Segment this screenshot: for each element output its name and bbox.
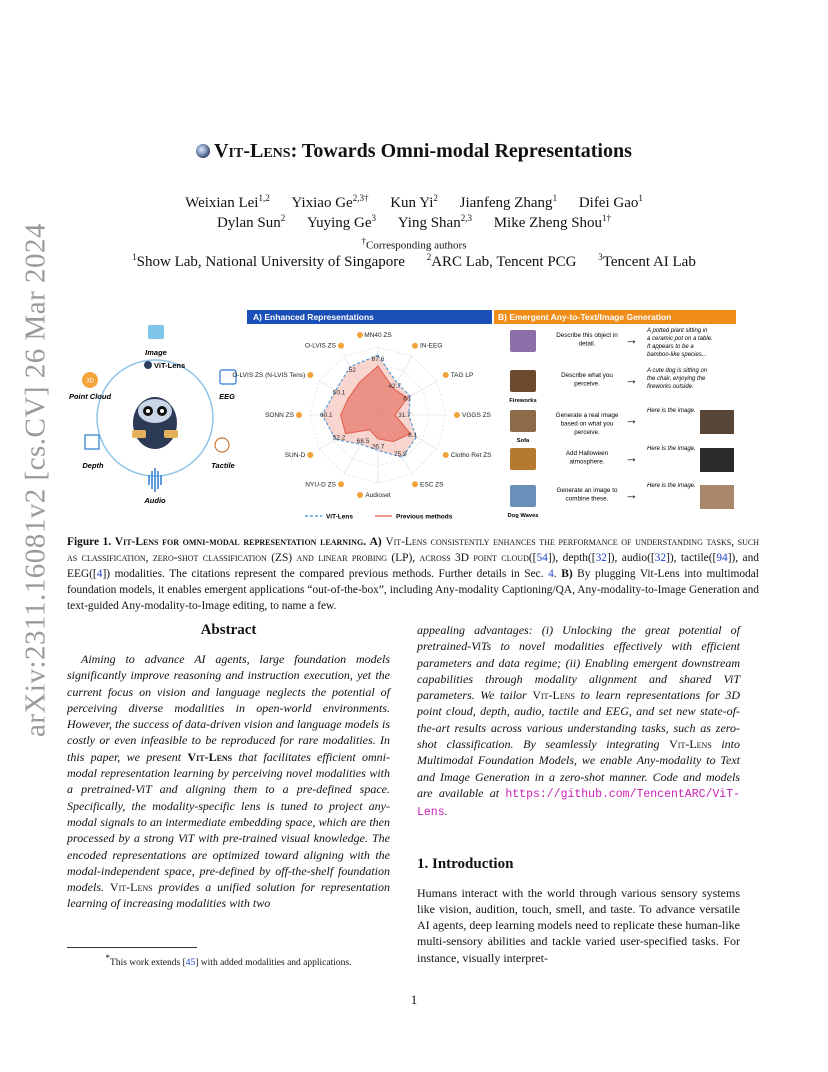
prompt-text: Describe what you xyxy=(561,372,613,379)
arrow-icon: → xyxy=(625,487,638,502)
depth-icon xyxy=(85,435,99,449)
radar-axis-label: IN-EEG xyxy=(420,342,443,350)
input-thumbnail xyxy=(510,330,536,352)
radar-axis-label: ESC ZS xyxy=(420,481,444,489)
dataset-icon xyxy=(412,481,418,487)
audio-icon xyxy=(149,468,161,492)
output-text: a ceramic pot on a table. xyxy=(647,336,713,342)
paper-title xyxy=(0,140,828,163)
prompt-text: Describe this object in xyxy=(556,332,618,339)
right-column xyxy=(417,622,740,966)
author: Ying Shan$^{2,3}$ xyxy=(397,213,472,231)
modality-wheel xyxy=(69,325,236,505)
radar-value-label: 87.6 xyxy=(371,356,385,364)
svg-text:ViT-Lens: ViT-Lens xyxy=(154,361,186,370)
prompt-text: Add Halloween xyxy=(565,450,609,457)
dataset-icon xyxy=(338,481,344,487)
svg-text:Audio: Audio xyxy=(144,496,166,505)
prompt-text: combine these. xyxy=(565,495,609,503)
input-thumbnail xyxy=(510,370,536,392)
arrow-icon: → xyxy=(625,332,638,347)
radar-value-label: 31.7 xyxy=(398,412,411,419)
author: Kun Yi$^2$ xyxy=(390,193,438,211)
radar-axis-label: SONN ZS xyxy=(265,412,294,419)
author: Yixiao $Ge^{2,3\dagger}$ xyxy=(291,193,369,211)
generated-image xyxy=(700,485,734,509)
input-label: Sofa xyxy=(516,438,530,444)
svg-text:B) Emergent Any-to-Text/Image: B) Emergent Any-to-Text/Image Generation xyxy=(498,312,672,322)
generation-examples xyxy=(507,328,734,519)
output-text: It appears to be a xyxy=(647,344,694,350)
radar-value-label: 52 xyxy=(348,367,356,375)
abstract-text: Aiming to advance AI agents, large foundation models significantly improve reasoning and instruction execution, yet the current focus on vision and language neglects the potential of perceiving diverse modalities in open-world environments. However, the success of data-driven vision and language models is costly or even infeasible to be reproduced for rare modalities. In this paper, we present Vit-Lens that facilitates efficient omni-modal representation learning by perceiving novel modalities with a pretrained-ViT and aligning them to a pre-defined space. Specifically, the modality-specific lens is tuned to project any-modal signals to an intermediate embedding space, which are then processed by a strong ViT with pre-trained visual knowledge. The encoded representations are optimized toward aligning with the modal-independent space, pre-defined by off-the-shelf foundation models. Vit-Lens provides a unified solution for representation learning of increasing modalities with two xyxy=(67,652,391,911)
radar-value-label: 68.5 xyxy=(356,437,370,445)
input-label: Dog Waves xyxy=(507,513,539,519)
tactile-icon xyxy=(215,438,229,452)
page-number: 1 xyxy=(410,992,418,1007)
radar-axis-label: NYU-D ZS xyxy=(305,481,336,489)
radar-value-label: 8.1 xyxy=(408,432,418,440)
svg-text:Previous methods: Previous methods xyxy=(396,513,453,520)
corresponding-note: †Corresponding authors xyxy=(361,236,467,252)
input-thumbnail xyxy=(510,485,536,507)
radar-axis-label: VGGS ZS xyxy=(462,412,491,419)
intro-text: Humans interact with the world through various sensory systems like vision, audition, touch, smell, and taste. To advance versatile AI agents, deep learning models need to replicate these human-like multi-sensory abilities and tackle varied user-specified tasks. For instance, visually interpret- xyxy=(417,885,740,965)
radar-value-label: 52.2 xyxy=(332,434,346,442)
radar-axis-label: MN40 ZS xyxy=(364,332,392,339)
dataset-icon xyxy=(454,412,460,418)
dataset-icon xyxy=(357,492,363,498)
svg-text:Depth: Depth xyxy=(82,461,104,470)
radar-axis-label: Audioset xyxy=(365,492,391,499)
radar-axis-label: TAG LP xyxy=(450,372,474,379)
author: Dylan Sun$^2$ xyxy=(216,213,286,231)
prompt-text: perceive. xyxy=(574,380,600,388)
intro-heading: 1. Introduction xyxy=(417,855,514,872)
dataset-icon xyxy=(443,452,449,458)
dataset-icon xyxy=(296,412,302,418)
output-text: Here is the image. xyxy=(647,446,696,452)
figure-caption: Figure 1. Vit-Lens for omni-modal representation learning. A) Vit-Lens consistently enhances the performance of understanding tasks, such as classification, zero-shot classification (ZS) and linear probing (LP), across 3D point cloud([54]), depth([32]), audio([32]), tactile([94]), and EEG([4]) modalities. The citations represent the compared previous methods. Further details in Sec. 4. B) By plugging Vit-Lens into multimodal foundation models, it enables emergent applications “out-of-the-box”, including Any-modality Captioning/QA, Any-modality-to-Image Generation and text-guided Any-modality-to-Image editing, to name a few. xyxy=(67,536,760,612)
arrow-icon: → xyxy=(625,372,638,387)
prompt-text: based on what you xyxy=(560,420,614,428)
radar-value-label: 63 xyxy=(403,395,411,403)
radar-value-label: 50.1 xyxy=(332,389,346,397)
dataset-icon xyxy=(443,372,449,378)
author: Difei Gao$^1$ xyxy=(578,193,643,211)
output-text: Here is the image. xyxy=(647,483,696,489)
input-label: Fireworks xyxy=(509,398,537,404)
svg-text:Point Cloud: Point Cloud xyxy=(68,392,112,401)
affiliations: $^1$Show Lab, National University of Singapore $^2$ARC Lab, Tencent PCG $^3$Tencent AI Lab xyxy=(132,252,696,270)
image-icon xyxy=(148,325,164,339)
output-text: the chair, enjoying the xyxy=(647,376,706,382)
svg-text:3D: 3D xyxy=(86,378,94,385)
radar-axis-label: O-LVIS ZS (N-LVIS Tens) xyxy=(232,372,306,379)
prompt-text: Generate an image to xyxy=(556,487,618,494)
title-rest: : Towards Omni-modal Representations xyxy=(290,140,632,162)
prompt-text: detail. xyxy=(578,340,596,348)
output-text: A potted plant sitting in xyxy=(647,328,708,334)
author: Weixian Lei$^{1,2}$ xyxy=(185,193,270,211)
radar-chart xyxy=(232,332,492,499)
abstract-continued: appealing advantages: (i) Unlocking the great potential of pretrained-ViTs to novel modalities effectively with efficient parameters and data regime; (ii) Enabling emergent downstream capabilities through modality alignment and shared ViT parameters. We tailor Vit-Lens to learn representations for 3D point cloud, depth, audio, tactile and EEG, and set new state-of-the-art results across various understanding tasks, such as zero-shot classification. By seamlessly integrating Vit-Lens into Multimodal Foundation Models, we enable Any-modality to Text and Image Generation in a zero-shot manner. Code and models are available at https://github.com/TencentARC/ViT-Lens. xyxy=(417,623,741,820)
dataset-icon xyxy=(307,372,313,378)
arxiv-stamp: arXiv:2311.16081v2 [cs.CV] 26 Mar 2024 xyxy=(19,222,52,738)
github-link[interactable]: https://github.com/TencentARC/ViT-Lens xyxy=(417,787,740,820)
authors-row-1 xyxy=(0,193,828,212)
svg-text:A) Enhanced Representations: A) Enhanced Representations xyxy=(253,312,374,322)
output-text: Here is the image. xyxy=(647,408,696,414)
prompt-text: atmosphere. xyxy=(569,458,605,466)
radar-axis-label: Clotho Ret ZS xyxy=(450,452,492,459)
dataset-icon xyxy=(357,332,363,338)
radar-value-label: 26.7 xyxy=(371,443,385,451)
abstract-heading: Abstract xyxy=(200,622,257,638)
output-text: A cute dog is sitting on xyxy=(647,368,708,374)
arrow-icon: → xyxy=(625,450,638,465)
generated-image xyxy=(700,448,734,472)
svg-text:EEG: EEG xyxy=(219,392,235,401)
brand-logo-icon xyxy=(144,361,152,369)
radar-axis-label: SUN-D xyxy=(284,452,306,459)
radar-axis-label: O-LVIS ZS xyxy=(305,342,336,350)
vit-lens-logo-icon xyxy=(196,144,210,158)
radar-value-label: 75.9 xyxy=(394,450,407,458)
output-text: fireworks outside. xyxy=(647,384,694,390)
author: Mike Zheng Shou$^{1\dagger}$ xyxy=(493,213,612,231)
abstract-column xyxy=(67,622,390,912)
arrow-icon: → xyxy=(625,412,638,427)
output-text: bamboo-like species... xyxy=(647,352,707,358)
author: Yuying Ge$^3$ xyxy=(306,213,377,231)
input-thumbnail xyxy=(510,448,536,470)
authors-row-2 xyxy=(0,213,828,232)
radar-value-label: 42.7 xyxy=(388,383,402,391)
figure-1 xyxy=(60,305,760,520)
footnote-rule xyxy=(67,947,197,948)
svg-text:ViT-Lens: ViT-Lens xyxy=(326,513,353,520)
prompt-text: Generate a real image xyxy=(555,412,619,419)
author: Jianfeng Zhang$^1$ xyxy=(459,193,558,211)
footnote: *This work extends [45] with added modalities and applications. xyxy=(105,953,352,969)
robot-mascot-icon xyxy=(132,397,178,449)
svg-text:Tactile: Tactile xyxy=(211,461,235,470)
input-thumbnail xyxy=(510,410,536,432)
dataset-icon xyxy=(307,452,313,458)
radar-value-label: 60.1 xyxy=(319,412,333,419)
dataset-icon xyxy=(412,343,418,349)
title-brand: Vit-Lens xyxy=(214,140,291,162)
generated-image xyxy=(700,410,734,434)
prompt-text: perceive. xyxy=(574,429,600,436)
dataset-icon xyxy=(338,343,344,349)
svg-text:Image: Image xyxy=(145,348,167,357)
